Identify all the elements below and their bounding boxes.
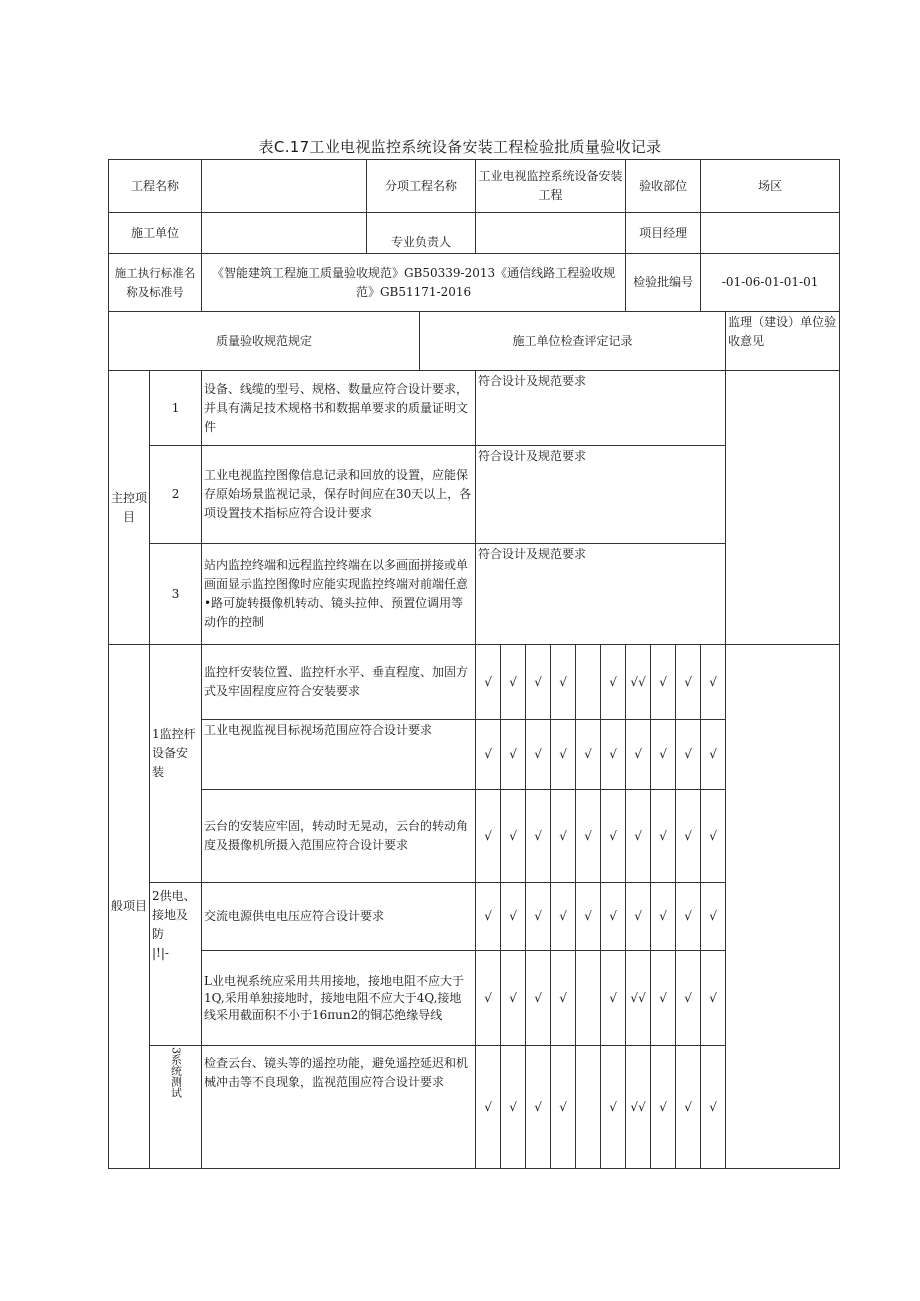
check-cell[interactable]: √ — [501, 645, 526, 720]
check-cell[interactable]: √ — [626, 790, 651, 883]
main-item-number: 1 — [150, 371, 202, 446]
general-item-text: 云台的安装应牢固，转动时无晃动，云台的转动角度及摄像机所摄入范围应符合设计要求 — [202, 790, 476, 883]
check-cell[interactable]: √ — [601, 645, 626, 720]
check-cell[interactable]: √ — [526, 883, 551, 951]
spec-column-header: 质量验收规范规定 — [109, 312, 420, 371]
check-cell[interactable]: √√ — [626, 645, 651, 720]
general-item-text: 检查云台、镜头等的遥控功能，避免遥控延迟和机械冲击等不良现象，监视范围应符合设计要求 — [202, 1046, 476, 1169]
check-cell[interactable]: √ — [676, 645, 701, 720]
general-item-text: 监控杆安装位置、监控杆水平、垂直程度、加固方式及牢固程度应符合安装要求 — [202, 645, 476, 720]
check-cell[interactable]: √ — [576, 883, 601, 951]
check-cell[interactable]: √ — [676, 1046, 701, 1169]
check-cell[interactable]: √ — [476, 1046, 501, 1169]
standard-value: 《智能建筑工程施工质量验收规范》GB50339-2013《通信线路工程验收规范》GB51171-2016 — [202, 254, 626, 312]
check-cell[interactable]: √ — [551, 883, 576, 951]
group-label-vertical: 3系统测试 — [169, 1047, 183, 1098]
check-cell[interactable]: √√ — [626, 1046, 651, 1169]
check-cell[interactable]: √ — [701, 1046, 726, 1169]
check-cell[interactable]: √ — [501, 720, 526, 790]
check-cell[interactable]: √ — [676, 883, 701, 951]
general-opinion[interactable] — [726, 645, 840, 1169]
construction-unit-value[interactable] — [202, 213, 367, 254]
batch-no-label: 检验批编号 — [626, 254, 701, 312]
general-row — [109, 645, 840, 720]
check-cell[interactable]: √ — [501, 790, 526, 883]
professional-label: 专业负责人 — [367, 213, 476, 254]
check-cell[interactable]: √ — [476, 720, 501, 790]
check-cell[interactable]: √ — [676, 720, 701, 790]
check-cell[interactable]: √ — [626, 720, 651, 790]
standard-label: 施工执行标准名称及标准号 — [109, 254, 202, 312]
check-cell[interactable]: √ — [576, 720, 601, 790]
record-column-header: 施工单位检查评定记录 — [420, 312, 726, 371]
check-cell[interactable]: √ — [551, 790, 576, 883]
check-cell[interactable]: √ — [701, 883, 726, 951]
group-label: 1监控杆设备安装 — [150, 645, 202, 883]
check-cell[interactable]: √ — [501, 951, 526, 1046]
main-item-record[interactable]: 符合设计及规范要求 — [476, 446, 726, 544]
main-item-number: 2 — [150, 446, 202, 544]
acceptance-part-value[interactable]: 场区 — [701, 160, 840, 213]
check-cell[interactable]: √ — [551, 951, 576, 1046]
check-cell[interactable]: √ — [651, 720, 676, 790]
professional-value[interactable] — [476, 213, 626, 254]
check-cell[interactable]: √ — [551, 645, 576, 720]
sub-project-label: 分项工程名称 — [367, 160, 476, 213]
acceptance-part-label: 验收部位 — [626, 160, 701, 213]
check-cell[interactable]: √ — [676, 790, 701, 883]
check-cell[interactable]: √ — [651, 883, 676, 951]
pm-label: 项目经理 — [626, 213, 701, 254]
check-cell[interactable]: √ — [501, 883, 526, 951]
batch-no-value[interactable]: -01-06-01-01-01 — [701, 254, 840, 312]
group-label — [150, 883, 202, 1046]
check-cell[interactable]: √ — [476, 883, 501, 951]
project-name-value[interactable] — [202, 160, 367, 213]
opinion-column-header: 监理（建设）单位验收意见 — [726, 312, 840, 371]
general-item-text: 工业电视监视目标视场范围应符合设计要求 — [202, 720, 476, 790]
project-name-label: 工程名称 — [109, 160, 202, 213]
main-item-record[interactable]: 符合设计及规范要求 — [476, 371, 726, 446]
check-cell[interactable]: √ — [601, 883, 626, 951]
check-cell[interactable]: √ — [701, 720, 726, 790]
check-cell[interactable]: √ — [651, 645, 676, 720]
check-cell[interactable] — [576, 951, 601, 1046]
group-label-text: 2供电、接地及防 — [152, 889, 196, 941]
check-cell[interactable]: √ — [651, 790, 676, 883]
check-cell[interactable]: √ — [576, 790, 601, 883]
check-cell[interactable]: √ — [476, 645, 501, 720]
page-title: 表C.17工业电视监控系统设备安装工程检验批质量验收记录 — [258, 138, 662, 156]
check-cell[interactable]: √ — [526, 1046, 551, 1169]
check-cell[interactable]: √ — [701, 790, 726, 883]
main-control-opinion[interactable] — [726, 371, 840, 645]
construction-unit-label: 施工单位 — [109, 213, 202, 254]
check-cell[interactable] — [576, 1046, 601, 1169]
sub-project-value[interactable]: 工业电视监控系统设备安装工程 — [476, 160, 626, 213]
main-item-text: 站内监控终端和远程监控终端在以多画面拼接或单画面显示监控图像时应能实现监控终端对前端任意•路可旋转摄像机转动、镜头拉伸、预置位调用等动作的控制 — [202, 544, 476, 645]
check-cell[interactable]: √ — [626, 883, 651, 951]
check-cell[interactable]: √ — [526, 720, 551, 790]
check-cell[interactable]: √ — [651, 951, 676, 1046]
check-cell[interactable]: √ — [601, 1046, 626, 1169]
check-cell[interactable]: √ — [701, 645, 726, 720]
main-item-record[interactable]: 符合设计及规范要求 — [476, 544, 726, 645]
check-cell[interactable]: √ — [526, 790, 551, 883]
check-cell[interactable]: √ — [651, 1046, 676, 1169]
main-item-text: 工业电视监控图像信息记录和回放的设置，应能保存原始场景监视记录，保存时间应在30天以上，各项设置技术指标应符合设计要求 — [202, 446, 476, 544]
check-cell[interactable]: √ — [476, 790, 501, 883]
check-cell[interactable]: √√ — [626, 951, 651, 1046]
check-cell[interactable]: √ — [601, 720, 626, 790]
check-cell[interactable]: √ — [551, 720, 576, 790]
general-item-text: L业电视系统应采用共用接地，接地电阻不应大于1Q,采用单独接地时，接地电阻不应大于4Q,接地线采用截面积不小于16πun2的铜芯绝缘导线 — [202, 951, 476, 1046]
main-item-text: 设备、线缆的型号、规格、数量应符合设计要求，并具有满足技术规格书和数据单要求的质量证明文件 — [202, 371, 476, 446]
check-cell[interactable]: √ — [701, 951, 726, 1046]
main-item-number: 3 — [150, 544, 202, 645]
check-cell[interactable] — [576, 645, 601, 720]
main-control-label: 主控项目 — [109, 371, 150, 645]
check-cell[interactable]: √ — [601, 790, 626, 883]
check-cell[interactable]: √ — [676, 951, 701, 1046]
check-cell[interactable]: √ — [501, 1046, 526, 1169]
check-cell[interactable]: √ — [551, 1046, 576, 1169]
check-cell[interactable]: √ — [526, 951, 551, 1046]
group-label — [150, 1046, 202, 1169]
general-label: 般项目 — [109, 645, 150, 1169]
inspection-record-table — [108, 159, 840, 1169]
general-item-text: 交流电源供电电压应符合设计要求 — [202, 883, 476, 951]
check-cell[interactable]: √ — [526, 645, 551, 720]
check-cell[interactable]: √ — [601, 951, 626, 1046]
pm-value[interactable] — [701, 213, 840, 254]
group-label-extra: |!|- — [152, 946, 169, 960]
check-cell[interactable]: √ — [476, 951, 501, 1046]
